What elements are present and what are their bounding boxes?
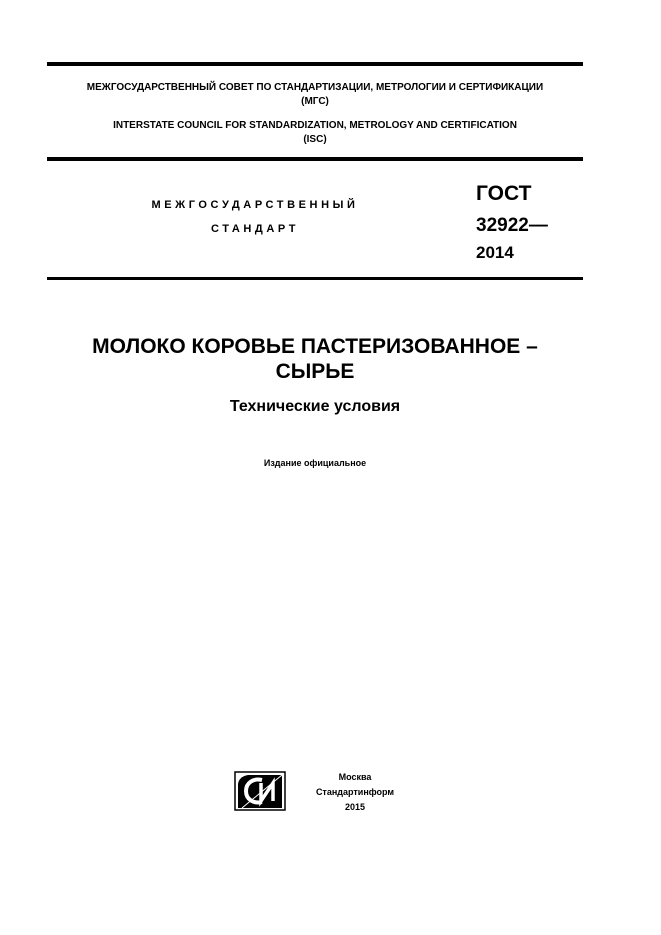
gost-number: 32922— [476,215,548,236]
standard-type-line1: МЕЖГОСУДАРСТВЕННЫЙ [151,199,359,211]
council-name-en: INTERSTATE COUNCIL FOR STANDARDIZATION, METROLOGY AND CERTIFICATION [113,120,517,131]
gost-prefix: ГОСТ [476,182,532,205]
document-subtitle: Технические условия [229,398,401,415]
publisher-name: Стандартинформ [315,787,395,797]
standard-type-line2: СТАНДАРТ [210,223,300,235]
document-title-line1: МОЛОКО КОРОВЬЕ ПАСТЕРИЗОВАННОЕ – [92,335,538,358]
header-bottom-rule [47,157,583,161]
council-name-ru: МЕЖГОСУДАРСТВЕННЫЙ СОВЕТ ПО СТАНДАРТИЗАЦИИ, МЕТРОЛОГИИ И СЕРТИФИКАЦИИ [86,82,544,93]
publisher-city: Москва [338,772,372,782]
council-abbr-ru: (МГС) [301,96,329,107]
gost-year: 2014 [476,243,514,262]
designation-bottom-rule [47,277,583,280]
top-rule [47,62,583,66]
standartinform-logo-icon [234,771,286,811]
council-abbr-en: (ISC) [303,134,327,145]
edition-note: Издание официальное [263,458,367,468]
document-title-line2: СЫРЬЕ [275,360,355,383]
publisher-year: 2015 [344,802,366,812]
